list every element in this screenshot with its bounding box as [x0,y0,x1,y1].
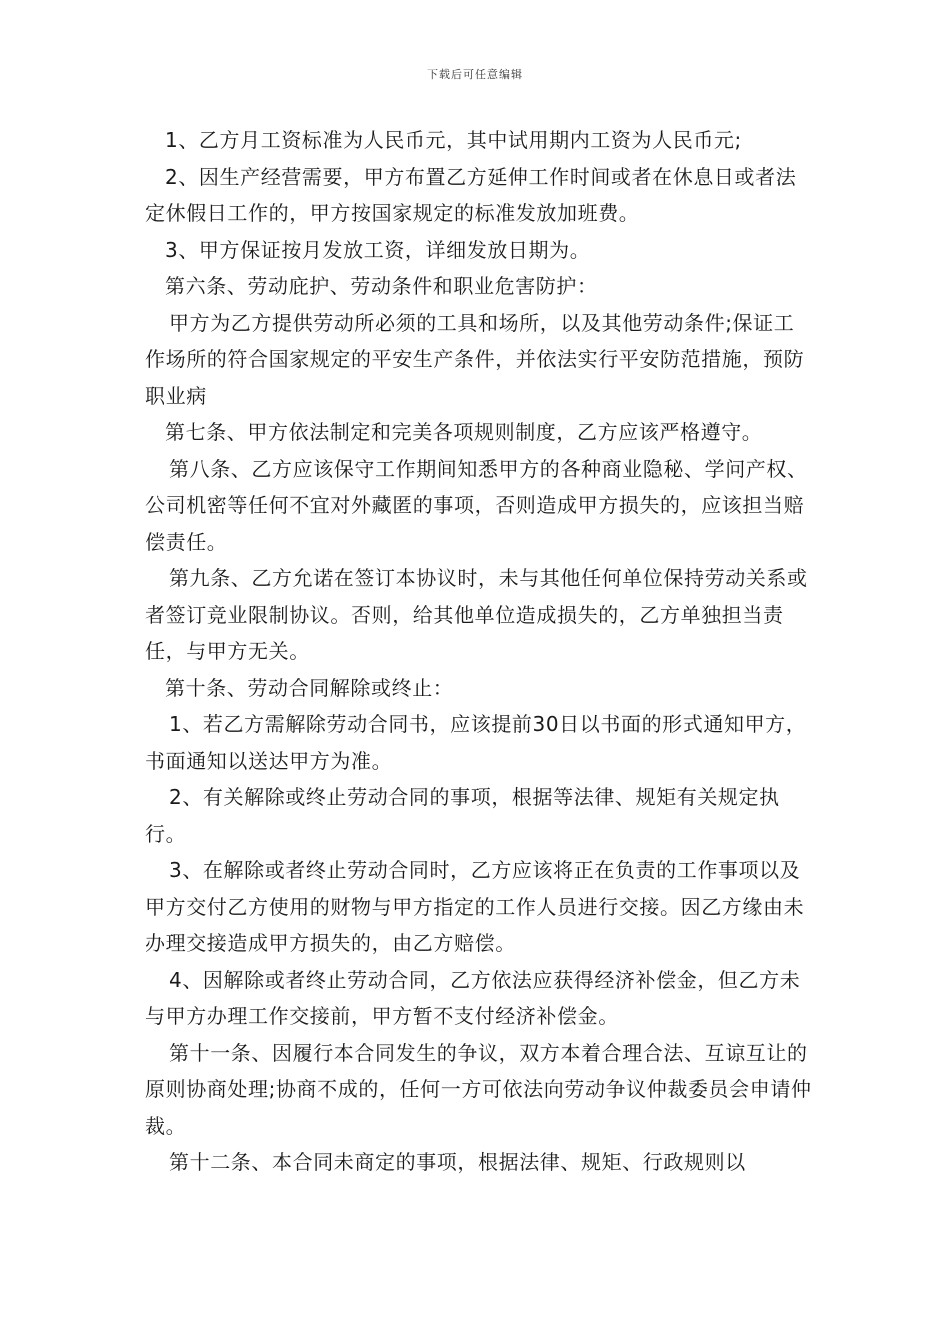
article-9: 第九条、乙方允诺在签订本协议时，未与其他任何单位保持劳动关系或者签订竞业限制协议。否则，给其他单位造成损失的，乙方单独担当责任，与甲方无关。 [145,566,808,663]
article-12: 第十二条、本合同未商定的事项，根据法律、规矩、行政规则以 [169,1150,746,1174]
document-body [145,122,813,1181]
paragraph-overtime-pay: 2、因生产经营需要，甲方布置乙方延伸工作时间或者在休息日或者法定休假日工作的，甲方按国家规定的标准发放加班费。 [145,164,797,225]
article-6-heading: 第六条、劳动庇护、劳动条件和职业危害防护： [165,274,598,298]
page-header-note: 下载后可任意编辑 [427,68,523,81]
paragraph-termination-notice: 1、若乙方需解除劳动合同书，应该提前30日以书面的形式通知甲方，书面通知以送达甲方为准。 [145,712,807,773]
paragraph-compensation: 4、因解除或者终止劳动合同，乙方依法应获得经济补偿金，但乙方未与甲方办理工作交接前，甲方暂不支付经济补偿金。 [145,967,801,1028]
paragraph-termination-law: 2、有关解除或终止劳动合同的事项，根据等法律、规矩有关规定执行。 [145,785,780,846]
paragraph-monthly-payment: 3、甲方保证按月发放工资，详细发放日期为。 [165,237,591,262]
paragraph-labor-protection: 甲方为乙方提供劳动所必须的工具和场所，以及其他劳动条件;保证工作场所的符合国家规定的平安生产条件，并依法实行平安防范措施，预防职业病 [145,310,805,408]
article-8: 第八条、乙方应该保守工作期间知悉甲方的各种商业隐秘、学问产权、公司机密等任何不宜对外藏匿的事项，否则造成甲方损失的，应该担当赔偿责任。 [145,456,808,554]
paragraph-wage-standard: 1、乙方月工资标准为人民币元，其中试用期内工资为人民币元; [165,128,742,152]
article-7: 第七条、甲方依法制定和完美各项规则制度，乙方应该严格遵守。 [165,420,763,444]
paragraph-handover: 3、在解除或者终止劳动合同时，乙方应该将正在负责的工作事项以及甲方交付乙方使用的财物与甲方指定的工作人员进行交接。因乙方缘由未办理交接造成甲方损失的，由乙方赔偿。 [145,858,805,955]
article-10-heading: 第十条、劳动合同解除或终止： [165,675,454,700]
article-11: 第十一条、因履行本合同发生的争议，双方本着合理合法、互谅互让的原则协商处理;协商不成的，任何一方可依法向劳动争议仲裁委员会申请仲裁。 [145,1040,812,1138]
